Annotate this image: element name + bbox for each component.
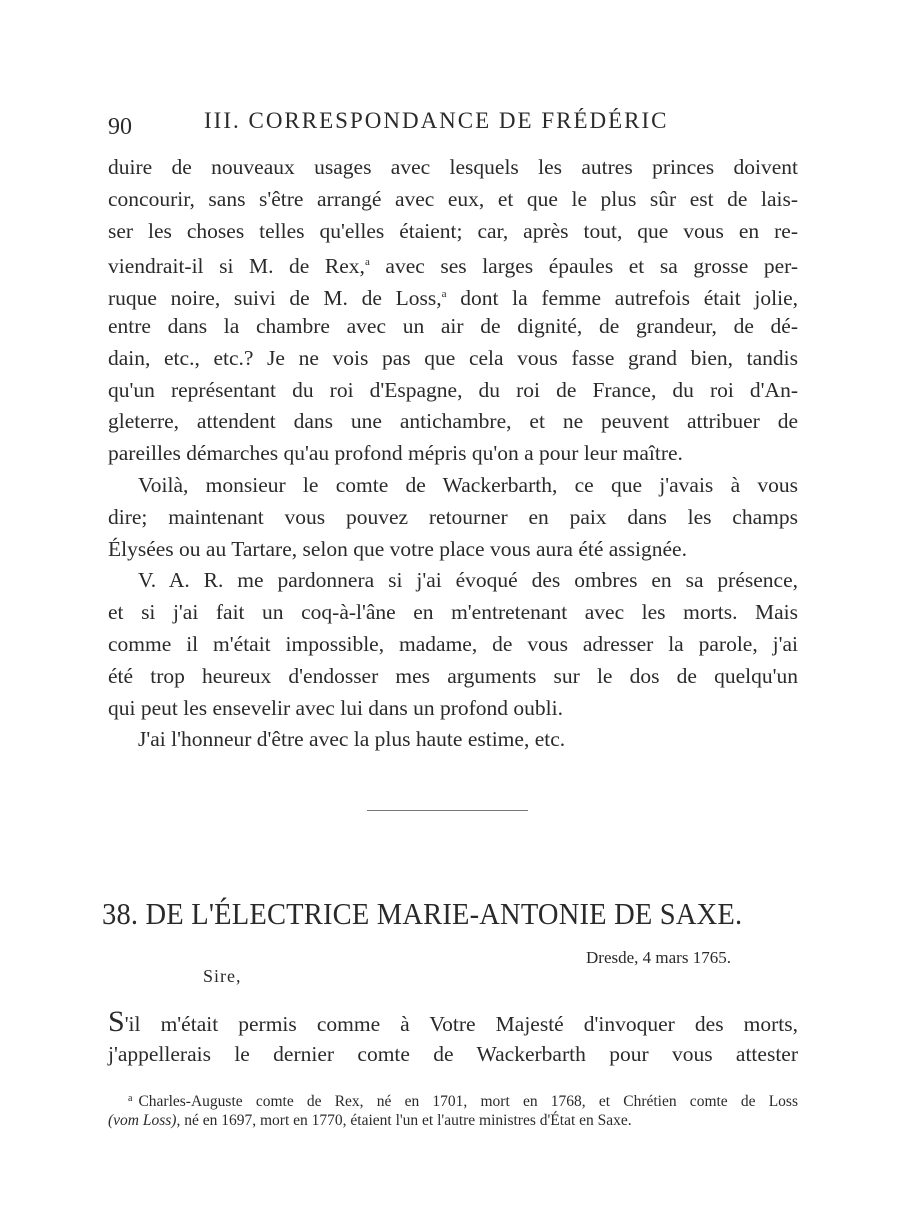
text-line: pareilles démarches qu'au profond mépris qu'on a pour leur maître. [108,441,683,466]
text-line: comme il m'était impossible, madame, de vous adresser la parole, j'ai [108,631,798,656]
text-segment: dont la femme autrefois était jolie, [460,286,799,311]
text-segment: Charles-Auguste comte de Rex, né en 1701, mort en 1768, et Chrétien comte de Loss [138,1093,798,1110]
footnotes [108,1088,798,1132]
text-segment: avec ses larges épaules et sa grosse per- [385,254,799,279]
drop-cap: S [108,1005,125,1038]
text-segment: 'il m'était permis comme à Votre Majesté d'invoquer des morts, [124,1012,798,1036]
footnote-ref: a [364,256,370,269]
dateline: Dresde, 4 mars 1765. [586,948,731,967]
text-segment: ruque noire, suivi de M. de Loss, [108,286,442,311]
text-line: qui peut les ensevelir avec lui dans un profond oubli. [108,695,563,720]
letter-body [108,1006,798,1070]
text-segment-italic: (vom Loss), [108,1112,181,1129]
text-line: concourir, sans s'être arrangé avec eux, et que le plus sûr est de lais- [108,186,798,211]
running-head [108,108,798,142]
text-line: été trop heureux d'endosser mes arguments sur le dos de quelqu'un [108,663,798,688]
text-line [108,279,798,311]
text-line: V. A. R. me pardonnera si j'ai évoqué des ombres en sa présence, [138,568,798,593]
running-title: III. CORRESPONDANCE DE FRÉDÉRIC [204,108,669,133]
section-divider [367,810,528,811]
text-line: dain, etc., etc.? Je ne vois pas que cela vous fasse grand bien, tandis [108,345,798,370]
text-line: dire; maintenant vous pouvez retourner en paix dans les champs [108,504,798,529]
footnote-line [108,1110,798,1132]
text-segment: né en 1697, mort en 1770, étaient l'un et l'autre ministres d'État en Saxe. [180,1112,632,1129]
text-line: ser les choses telles qu'elles étaient; car, après tout, que vous en re- [108,218,798,243]
text-line: j'appellerais le dernier comte de Wackerbarth pour vous attester [108,1041,798,1066]
page-number: 90 [108,114,132,140]
footnote-line [108,1088,798,1110]
text-line [108,247,798,279]
text-line: duire de nouveaux usages avec lesquels les autres princes doivent [108,155,798,179]
body-text [108,152,798,756]
text-line [108,1006,798,1038]
text-line: Voilà, monsieur le comte de Wackerbarth, ce que j'avais à vous [138,472,798,497]
salutation: Sire, [203,966,242,986]
text-line: et si j'ai fait un coq-à-l'âne en m'entretenant avec les morts. Mais [108,600,798,625]
text-line: gleterre, attendent dans une antichambre, et ne peuvent attribuer de [108,409,798,434]
text-line: Élysées ou au Tartare, selon que votre place vous aura été assignée. [108,536,687,561]
text-line: entre dans la chambre avec un air de dignité, de grandeur, de dé- [108,313,798,338]
section-heading: 38. DE L'ÉLECTRICE MARIE-ANTONIE DE SAXE. [102,896,743,931]
text-segment: viendrait-il si M. de Rex, [108,254,365,279]
footnote-ref: a [441,288,447,301]
text-line: J'ai l'honneur d'être avec la plus haute estime, etc. [138,727,566,752]
footnote-marker: a [128,1093,133,1104]
text-line: qu'un représentant du roi d'Espagne, du roi de France, du roi d'An- [108,377,798,402]
